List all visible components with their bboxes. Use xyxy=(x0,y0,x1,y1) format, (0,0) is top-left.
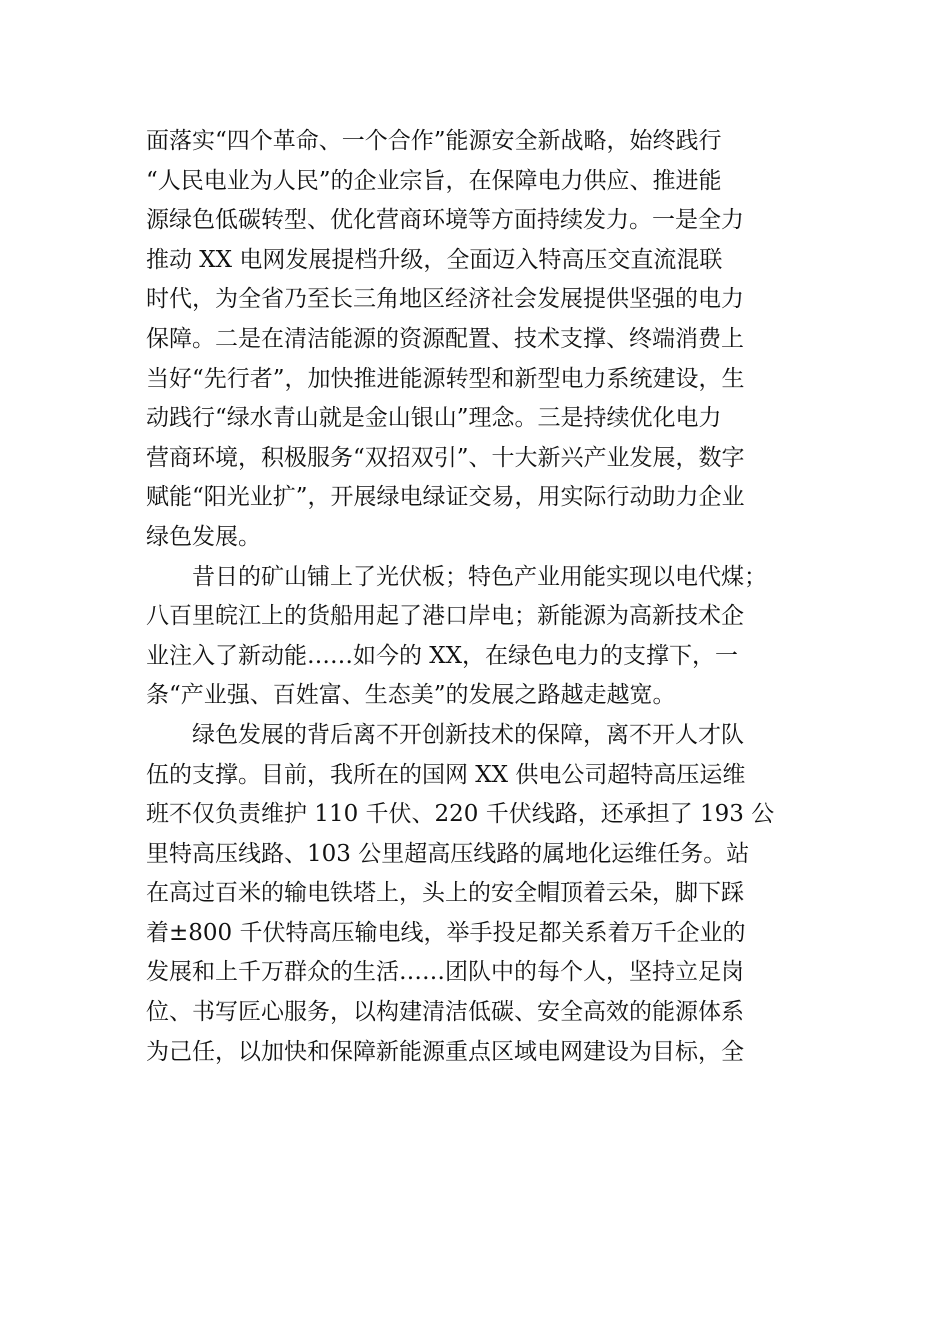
text-line: 班不仅负责维护 110 千伏、220 千伏线路，还承担了 193 公 xyxy=(146,801,775,828)
text-line: 为己任，以加快和保障新能源重点区域电网建设为目标，全 xyxy=(146,1038,744,1065)
text-line: 伍的支撑。目前，我所在的国网 XX 供电公司超特高压运维 xyxy=(146,761,746,788)
text-line: 保障。二是在清洁能源的资源配置、技术支撑、终端消费上 xyxy=(146,325,744,352)
text-line: 在高过百米的输电铁塔上，头上的安全帽顶着云朵，脚下踩 xyxy=(146,880,744,907)
text-line: 里特高压线路、103 公里超高压线路的属地化运维任务。站 xyxy=(146,840,750,867)
text-line: 当好“先行者”，加快推进能源转型和新型电力系统建设，生 xyxy=(146,365,745,392)
text-line: 绿色发展的背后离不开创新技术的保障，离不开人才队 xyxy=(192,721,744,748)
text-line: 绿色发展。 xyxy=(146,523,261,550)
text-line: 八百里皖江上的货船用起了港口岸电；新能源为高新技术企 xyxy=(146,603,744,630)
text-line: 着±800 千伏特高压输电线，举手投足都关系着万千企业的 xyxy=(146,919,746,946)
text-line: 条“产业强、百姓富、生态美”的发展之路越走越宽。 xyxy=(146,682,676,709)
text-line: 发展和上千万群众的生活……团队中的每个人，坚持立足岗 xyxy=(146,959,744,986)
text-line: 面落实“四个革命、一个合作”能源安全新战略，始终践行 xyxy=(146,128,722,154)
text-line: 位、书写匠心服务，以构建清洁低碳、安全高效的能源体系 xyxy=(146,999,744,1026)
paragraph xyxy=(146,558,816,716)
text-line: 营商环境，积极服务“双招双引”、十大新兴产业发展，数字 xyxy=(146,444,745,471)
text-line: 时代，为全省乃至长三角地区经济社会发展提供坚强的电力 xyxy=(146,286,744,313)
text-line: 推动 XX 电网发展提档升级，全面迈入特高压交直流混联 xyxy=(146,246,723,273)
text-line: 昔日的矿山铺上了光伏板；特色产业用能实现以电代煤； xyxy=(192,563,767,590)
text-line: 动践行“绿水青山就是金山银山”理念。三是持续优化电力 xyxy=(146,405,722,432)
paragraph xyxy=(146,716,816,1072)
document-body xyxy=(146,122,816,1072)
text-line: 赋能“阳光业扩”，开展绿电绿证交易，用实际行动助力企业 xyxy=(146,484,745,511)
text-line: “人民电业为人民”的企业宗旨，在保障电力供应、推进能 xyxy=(146,167,722,194)
text-line: 业注入了新动能……如今的 XX，在绿色电力的支撑下，一 xyxy=(146,642,739,669)
text-line: 源绿色低碳转型、优化营商环境等方面持续发力。一是全力 xyxy=(146,207,744,234)
paragraph xyxy=(146,122,816,558)
